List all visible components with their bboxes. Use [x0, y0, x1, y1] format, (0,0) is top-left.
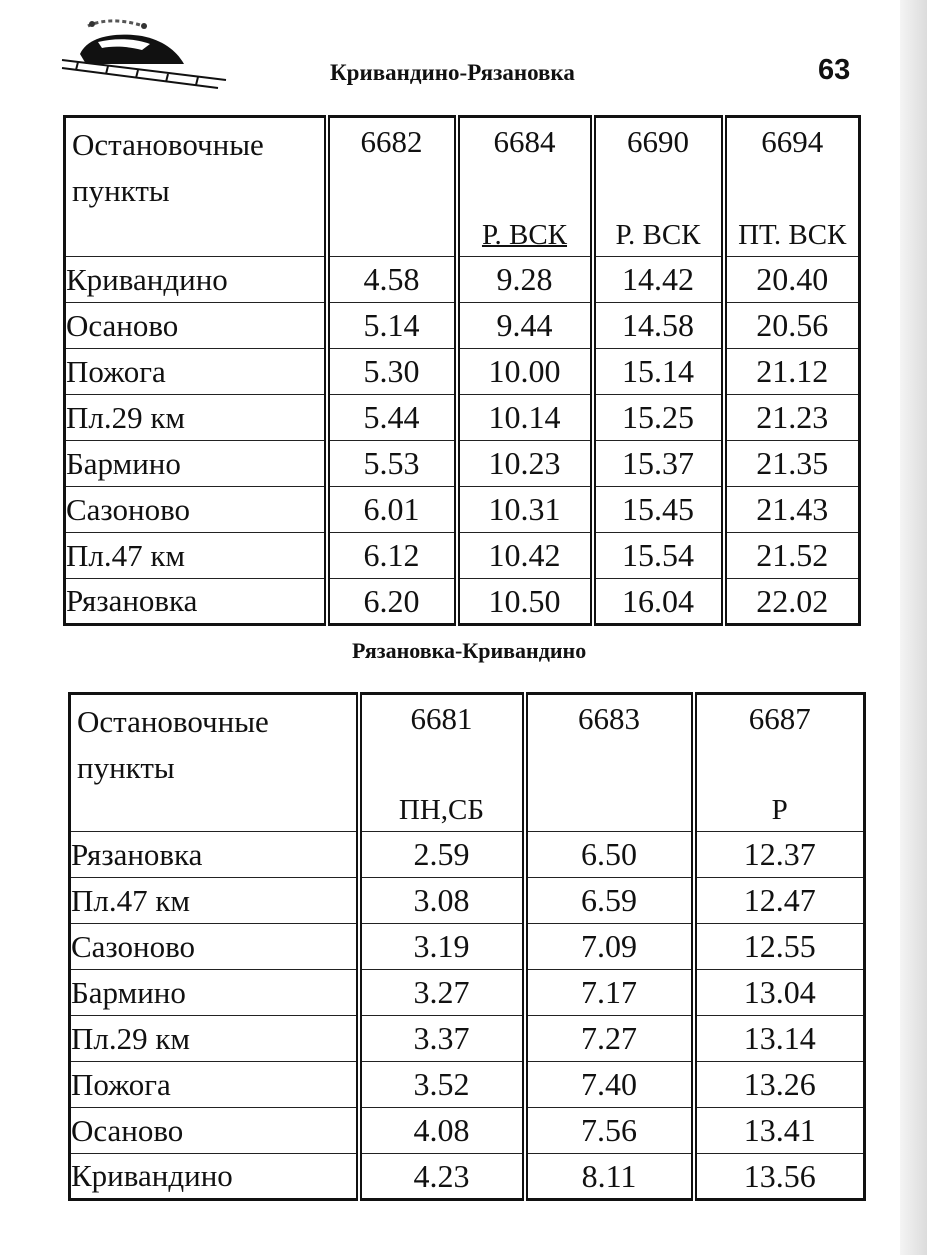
train-days: Р. ВСК: [481, 219, 568, 251]
stop-name: Сазоново: [70, 924, 359, 970]
train-days: Р. ВСК: [615, 219, 701, 251]
time-cell: 6.12: [327, 533, 457, 579]
train-number: 6683: [578, 701, 640, 736]
time-cell: 13.56: [694, 1154, 865, 1200]
time-cell: 12.47: [694, 878, 865, 924]
stop-name: Осаново: [70, 1108, 359, 1154]
table-row: [65, 257, 860, 303]
table-row: [70, 1154, 865, 1200]
time-cell: 15.37: [593, 441, 724, 487]
train-header: [525, 694, 694, 832]
time-cell: 10.50: [457, 579, 593, 625]
table-row: [65, 487, 860, 533]
time-cell: 21.52: [724, 533, 860, 579]
page-number: 63: [818, 54, 851, 86]
time-cell: 6.20: [327, 579, 457, 625]
time-cell: 7.40: [525, 1062, 694, 1108]
schedule-table-return: [68, 692, 866, 1201]
stop-name: Пл.47 км: [70, 878, 359, 924]
time-cell: 15.45: [593, 487, 724, 533]
table-header-row: [70, 694, 865, 832]
time-cell: 15.54: [593, 533, 724, 579]
table-row: [65, 533, 860, 579]
stop-name: Бармино: [70, 970, 359, 1016]
time-cell: 3.08: [359, 878, 525, 924]
train-number: 6694: [761, 124, 824, 159]
table-row: [65, 349, 860, 395]
table-row: [70, 970, 865, 1016]
route-title: Кривандино-Рязановка: [330, 60, 575, 85]
train-days: Р: [771, 794, 788, 826]
time-cell: 10.31: [457, 487, 593, 533]
time-cell: 15.14: [593, 349, 724, 395]
time-cell: 10.00: [457, 349, 593, 395]
table-row: [65, 303, 860, 349]
stop-name: Бармино: [65, 441, 327, 487]
time-cell: 5.44: [327, 395, 457, 441]
time-cell: 9.44: [457, 303, 593, 349]
time-cell: 3.52: [359, 1062, 525, 1108]
train-header: [359, 694, 525, 832]
stop-name: Пл.29 км: [65, 395, 327, 441]
time-cell: 13.04: [694, 970, 865, 1016]
time-cell: 3.37: [359, 1016, 525, 1062]
train-number: 6681: [410, 701, 473, 736]
stop-name: Кривандино: [70, 1154, 359, 1200]
stop-column-header-text: Остановочные пункты: [77, 704, 269, 785]
stop-name: Сазоново: [65, 487, 327, 533]
time-cell: 13.41: [694, 1108, 865, 1154]
section-title: Рязановка-Кривандино: [352, 638, 587, 663]
time-cell: 2.59: [359, 832, 525, 878]
train-header: [457, 117, 593, 257]
time-cell: 9.28: [457, 257, 593, 303]
time-cell: 14.42: [593, 257, 724, 303]
time-cell: 6.01: [327, 487, 457, 533]
time-cell: 14.58: [593, 303, 724, 349]
time-cell: 15.25: [593, 395, 724, 441]
stop-name: Пожога: [70, 1062, 359, 1108]
stop-name: Кривандино: [65, 257, 327, 303]
time-cell: 3.27: [359, 970, 525, 1016]
time-cell: 13.26: [694, 1062, 865, 1108]
time-cell: 4.08: [359, 1108, 525, 1154]
time-cell: 10.23: [457, 441, 593, 487]
train-days: ПТ. ВСК: [738, 219, 847, 251]
time-cell: 20.56: [724, 303, 860, 349]
stop-column-header: [70, 694, 359, 832]
time-cell: 6.59: [525, 878, 694, 924]
stop-column-header-text: Остановочные пункты: [72, 127, 264, 208]
table-header-row: [65, 117, 860, 257]
time-cell: 21.23: [724, 395, 860, 441]
table-row: [65, 579, 860, 625]
page-edge-shadow: [900, 0, 927, 1255]
time-cell: 12.37: [694, 832, 865, 878]
table-row: [70, 1108, 865, 1154]
time-cell: 21.43: [724, 487, 860, 533]
train-number: 6687: [748, 701, 811, 736]
table-row: [65, 441, 860, 487]
time-cell: 8.11: [525, 1154, 694, 1200]
stop-name: Осаново: [65, 303, 327, 349]
train-days: ПН,СБ: [398, 794, 485, 826]
train-header: [724, 117, 860, 257]
time-cell: 22.02: [724, 579, 860, 625]
table-row: [70, 832, 865, 878]
time-cell: 20.40: [724, 257, 860, 303]
stop-name: Пожога: [65, 349, 327, 395]
time-cell: 21.12: [724, 349, 860, 395]
time-cell: 12.55: [694, 924, 865, 970]
train-header: [694, 694, 865, 832]
table-row: [65, 395, 860, 441]
time-cell: 16.04: [593, 579, 724, 625]
stop-name: Рязановка: [65, 579, 327, 625]
train-number: 6684: [493, 124, 556, 159]
time-cell: 5.14: [327, 303, 457, 349]
time-cell: 7.09: [525, 924, 694, 970]
stop-name: Рязановка: [70, 832, 359, 878]
stop-name: Пл.47 км: [65, 533, 327, 579]
train-header: [593, 117, 724, 257]
time-cell: 7.56: [525, 1108, 694, 1154]
train-logo-icon: [58, 14, 230, 94]
train-number: 6682: [360, 124, 423, 159]
time-cell: 21.35: [724, 441, 860, 487]
time-cell: 7.17: [525, 970, 694, 1016]
time-cell: 13.14: [694, 1016, 865, 1062]
train-header: [327, 117, 457, 257]
time-cell: 5.53: [327, 441, 457, 487]
time-cell: 5.30: [327, 349, 457, 395]
train-number: 6690: [627, 124, 689, 159]
table-row: [70, 924, 865, 970]
table-row: [70, 1016, 865, 1062]
stop-name: Пл.29 км: [70, 1016, 359, 1062]
time-cell: 10.14: [457, 395, 593, 441]
time-cell: 3.19: [359, 924, 525, 970]
time-cell: 4.23: [359, 1154, 525, 1200]
schedule-table-forward: [63, 115, 861, 626]
time-cell: 7.27: [525, 1016, 694, 1062]
time-cell: 6.50: [525, 832, 694, 878]
table-row: [70, 878, 865, 924]
time-cell: 4.58: [327, 257, 457, 303]
stop-column-header: [65, 117, 327, 257]
table-row: [70, 1062, 865, 1108]
time-cell: 10.42: [457, 533, 593, 579]
